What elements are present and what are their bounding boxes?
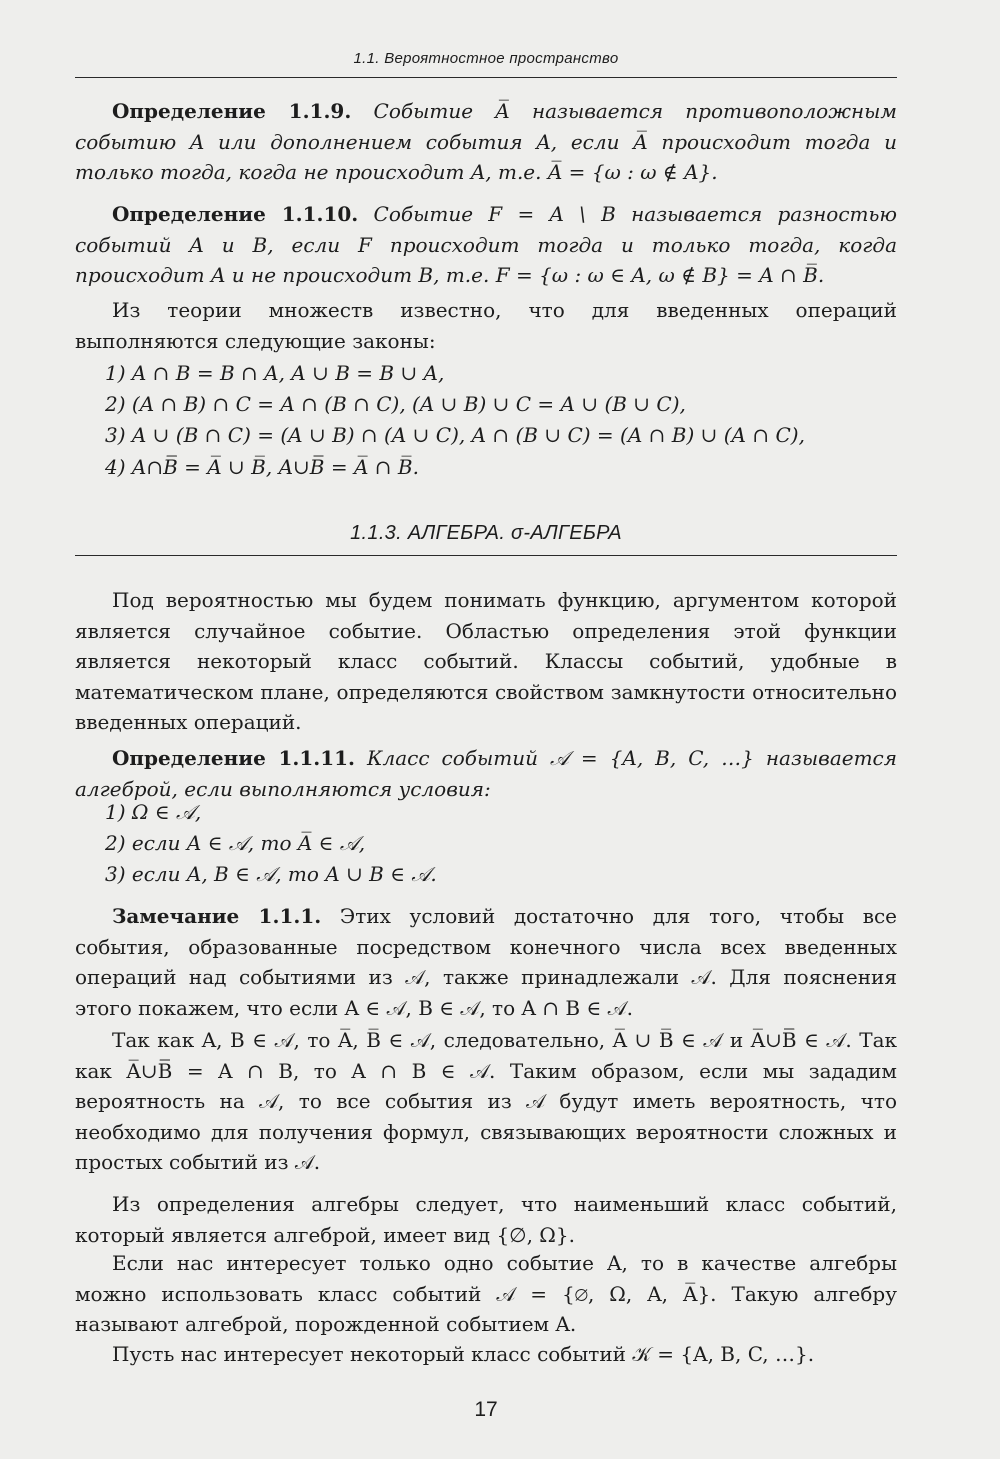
laws-intro: Из теории множеств известно, что для введенных операций выполняются следующие законы: [75,298,897,353]
definition-text: Класс событий 𝒜 = {A, B, C, …} называется алгеброй, если выполняются условия: [75,746,897,801]
remark-text: Этих условий достаточно для того, чтобы все события, образованные посредством конечного числа всех введенных операций над событиями из 𝒜, также принадлежали 𝒜. Для пояснения этого покажем, что если A ∈ 𝒜, B ∈ 𝒜, то A ∩ B ∈ 𝒜. [75,904,898,1020]
page-number: 17 [474,1398,498,1421]
section-heading: 1.1.3. АЛГЕБРА. σ-АЛГЕБРА [350,522,622,544]
remark-label: Замечание 1.1.1. [112,904,322,928]
algebra-condition: 2) если A ∈ 𝒜, то A̅ ∈ 𝒜, [105,831,366,855]
intro-paragraph: Под вероятностью мы будем понимать функцию, аргументом которой является случайное событие. Областью определения этой функции является некоторый класс событий. Классы событий, удобные в математическом плане, определяются свойством замкнутости относительно введенных операций. [75,588,897,734]
remark-1-1-1 [75,901,897,1023]
definition-text: Событие F = A \ B называется разностью событий A и B, если F происходит тогда и только тогда, когда происходит A и не происходит B, т.е. F = {ω : ω ∈ A, ω ∉ B} = A ∩ B̅. [75,202,897,287]
law-item: 2) (A ∩ B) ∩ C = A ∩ (B ∩ C), (A ∪ B) ∪ C = A ∪ (B ∪ C), [105,392,686,416]
definition-1-1-9 [75,96,897,188]
law-item: 1) A ∩ B = B ∩ A, A ∪ B = B ∪ A, [105,361,445,385]
definition-text: Событие A̅ называется противоположным событию A или дополнением события A, если A̅ происходит тогда и только тогда, когда не происходит A, т.е. A̅ = {ω : ω ∉ A}. [75,99,898,184]
proof-paragraph: Так как A, B ∈ 𝒜, то A̅, B̅ ∈ 𝒜, следовательно, A̅ ∪ B̅ ∈ 𝒜 и A̅∪B̅̅̅̅̅ ∈ 𝒜. Так как A̅∪B̅̅̅̅̅ = A ∩ B, то A ∩ B ∈ 𝒜. Таким образом, если мы зададим вероятность на 𝒜, то все события из 𝒜 будут иметь вероятность, что необходимо для получения формул, связывающих вероятности сложных и простых событий из 𝒜. [75,1028,897,1174]
definition-label: Определение 1.1.11. [112,746,355,770]
section-rule [75,555,897,556]
last-paragraph: Пусть нас интересует некоторый класс событий 𝒦 = {A, B, C, …}. [112,1342,815,1366]
algebra-condition: 1) Ω ∈ 𝒜, [105,800,202,824]
generated-algebra-paragraph: Если нас интересует только одно событие A, то в качестве алгебры можно использовать класс событий 𝒜 = {∅, Ω, A, A̅}. Такую алгебру называют алгеброй, порожденной событием A. [75,1251,897,1336]
law-item: 3) A ∪ (B ∩ C) = (A ∪ B) ∩ (A ∪ C), A ∩ (B ∪ C) = (A ∩ B) ∪ (A ∩ C), [105,423,805,447]
algebra-condition: 3) если A, B ∈ 𝒜, то A ∪ B ∈ 𝒜. [105,862,437,886]
header-rule [75,77,897,78]
running-header: 1.1. Вероятностное пространство [353,50,619,67]
definition-label: Определение 1.1.9. [112,99,352,123]
definition-1-1-11 [75,743,897,804]
definition-1-1-10 [75,199,897,291]
smallest-algebra-paragraph: Из определения алгебры следует, что наименьший класс событий, который является алгеброй, имеет вид {∅, Ω}. [75,1192,897,1247]
definition-label: Определение 1.1.10. [112,202,359,226]
law-item: 4) A∩B̅̅̅̅ = A̅ ∪ B̅, A∪B̅̅̅̅ = A̅ ∩ B̅. [105,455,419,479]
